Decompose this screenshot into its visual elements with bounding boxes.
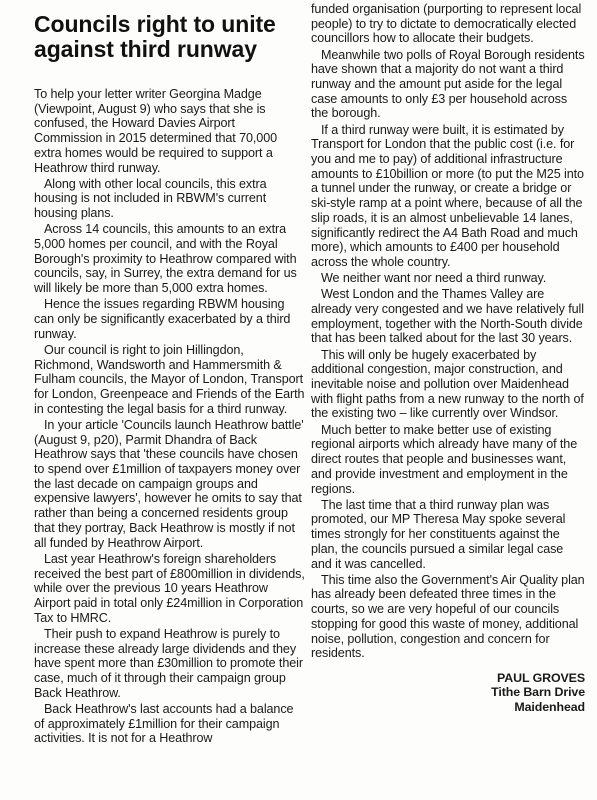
- paragraph: Across 14 councils, this amounts to an extra 5,000 homes per council, and with the Royal Borough's proximity to Heathrow compared with councils, say, in Surrey, the extra demand for us will likely be more than 5,000 extra homes.: [34, 222, 297, 296]
- left-column: [34, 4, 306, 747]
- paragraph: Our council is right to join Hillingdon, Richmond, Wandsworth and Hammersmith & Fulham councils, the Mayor of London, Transport for London, Greenpeace and Friends of the Earth in contesting the legal basis for a third runway.: [34, 342, 305, 416]
- paragraph: The last time that a third runway plan was promoted, our MP Theresa May spoke several times strongly for her constituents against the plan, the councils pursued a similar legal case and it was cancelled.: [311, 497, 566, 571]
- paragraph: Last year Heathrow's foreign shareholders received the best part of £800million in dividends, while over the previous 10 years Heathrow Airport paid in total only £24million in Corporation Tax to HMRC.: [34, 551, 305, 625]
- author-town: Maidenhead: [514, 699, 585, 714]
- paragraph: Meanwhile two polls of Royal Borough residents have shown that a majority do not want a third runway and the amount put aside for the legal case amounts to only £3 per household across the borough.: [311, 47, 585, 121]
- paragraph: funded organisation (purporting to represent local people) to try to dictate to democratically elected councillors how to allocate their budgets.: [311, 2, 582, 46]
- paragraph: This time also the Government's Air Quality plan has already been defeated three times in the courts, so we are very hopeful of our councils stopping for good this waste of money, additional noise, pollution, congestion and concern for residents.: [311, 572, 585, 661]
- headline: Councils right to unite against third runway: [34, 11, 276, 62]
- right-column: [311, 2, 585, 714]
- author-name: PAUL GROVES: [497, 670, 585, 685]
- paragraph: To help your letter writer Georgina Madge (Viewpoint, August 9) who says that she is confused, the Howard Davies Airport Commission in 2015 determined that 70,000 extra homes would be required to support a Heathrow third runway.: [34, 87, 278, 175]
- paragraph: We neither want nor need a third runway.: [321, 271, 547, 286]
- paragraph: Their push to expand Heathrow is purely to increase these already large dividends and they have spent more than £30million to promote their case, much of it through their campaign group Back Heathrow.: [34, 626, 303, 700]
- paragraph: Much better to make better use of existing regional airports which already have many of the direct routes that people and businesses want, and provide investment and employment in the regions.: [311, 422, 578, 496]
- paragraph: Along with other local councils, this extra housing is not included in RBWM's current housing plans.: [34, 176, 267, 221]
- paragraph: If a third runway were built, it is estimated by Transport for London that the public cost (i.e. for you and me to pay) of additional infrastructure amounts to £10billion or more (to put the M25 into a tunnel under the runway, or create a bridge or ski-style ramp at a point where, because of all the slip roads, it is an almost unbelievable 14 lanes, significantly redirect the A4 Bath Road and much more), which amounts to £400 per household across the whole country.: [311, 122, 584, 269]
- paragraph: Hence the issues regarding RBWM housing can only be significantly exacerbated by a third runway.: [34, 297, 291, 341]
- paragraph: In your article 'Councils launch Heathrow battle' (August 9, p20), Parmit Dhandra of Back Heathrow says that 'these councils have chosen to spend over £1million of taxpayers money over the last decade on campaign groups and expensive lawyers', however he omits to say that rather than being a concerned residents group that they portray, Back Heathrow is mostly if not all funded by Heathrow Airport.: [34, 417, 304, 550]
- paragraph: This will only be hugely exacerbated by additional congestion, major construction, and inevitable noise and pollution over Maidenhead with flight paths from a new runway to the north of the existing two – like currently over Windsor.: [311, 347, 584, 421]
- paragraph: West London and the Thames Valley are already very congested and we have relatively full employment, together with the North-South divide that has been talked about for the last 30 years.: [311, 287, 584, 346]
- author-street: Tithe Barn Drive: [491, 685, 585, 700]
- signature-block: [311, 671, 585, 715]
- paragraph: Back Heathrow's last accounts had a balance of approximately £1million for their campaign activities. It is not for a Heathrow: [34, 701, 294, 746]
- left-column-body: [34, 87, 306, 746]
